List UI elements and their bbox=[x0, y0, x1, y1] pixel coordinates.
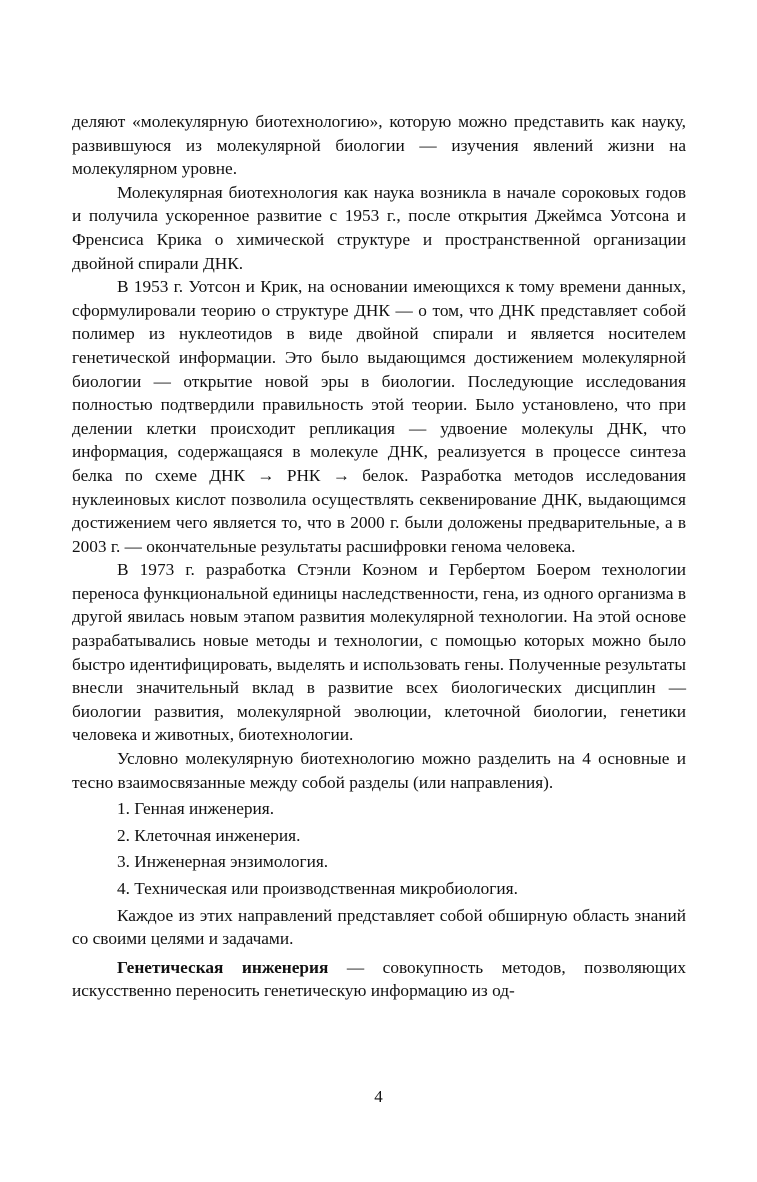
paragraph-directions: Каждое из этих направлений представляет собой обширную область знаний со своими целями и задачами. bbox=[72, 905, 686, 949]
term-genetic-engineering: Генетическая инженерия bbox=[117, 957, 329, 977]
paragraph-watson-crick: В 1953 г. Уотсон и Крик, на основании имеющихся к тому времени данных, сформулировали теорию о структуре ДНК — о том, что ДНК представляет собой полимер из нуклеотидов в виде двойной спирали и является носителем генетической информации. Это было выдающимся достижением молекулярной биологии — открытие новой эры в биологии. Последующие исследования полностью подтвердили правильность этой теории. Было установлено, что при делении клетки происходит репликация — удвоение молекулы ДНК, что информация, содержащаяся в молекуле ДНК, реализуется в процессе синтеза белка по схеме ДНК → РНК → белок. Разработка методов исследования нуклеиновых кислот позволила осуществлять секвенирование ДНК, выдающимся достижением чего является то, что в 2000 г. были доложены предварительные, а в 2003 г. — окончательные результаты расшифровки генома человека. bbox=[72, 277, 686, 556]
list-item: 3. Инженерная энзимология. bbox=[117, 852, 329, 872]
list-item: 1. Генная инженерия. bbox=[117, 799, 275, 819]
paragraph-genetic-engineering bbox=[72, 956, 686, 1003]
definition-text: — совокупность методов, позволяющих искусственно переносить генетическую информацию из од- bbox=[72, 957, 686, 1001]
paragraph-divisions-intro: Условно молекулярную биотехнологию можно разделить на 4 основные и тесно взаимосвязанные между собой разделы (или направления). bbox=[72, 749, 686, 792]
list-item: 2. Клеточная инженерия. bbox=[117, 825, 301, 845]
list-item: 4. Техническая или производственная микробиология. bbox=[117, 879, 518, 898]
document-page bbox=[72, 110, 686, 1003]
paragraph-continuation: деляют «молекулярную биотехнологию», которую можно представить как науку, развившуюся из молекулярной биологии — изучения явлений жизни на молекулярном уровне. bbox=[72, 112, 686, 179]
page-number: 4 bbox=[374, 1087, 383, 1106]
paragraph-cohen-boyer: В 1973 г. разработка Стэнли Коэном и Гербертом Боером технологии переноса функциональной единицы наследственности, гена, из одного организма в другой явилась новым этапом развития молекулярной технологии. На этой основе разрабатывались новые методы и технологии, с помощью которых можно было быстро идентифицировать, выделять и использовать гены. Полученные результаты внесли значительный вклад в развитие всех биологических дисциплин — биологии развития, молекулярной эволюции, клеточной биологии, генетики человека и животных, биотехнологии. bbox=[72, 560, 686, 745]
paragraph-history: Молекулярная биотехнология как наука возникла в начале сороковых годов и получила ускоренное развитие с 1953 г., после открытия Джеймса Уотсона и Френсиса Крика о химической структуре и пространственной организации двойной спирали ДНК. bbox=[72, 182, 686, 273]
